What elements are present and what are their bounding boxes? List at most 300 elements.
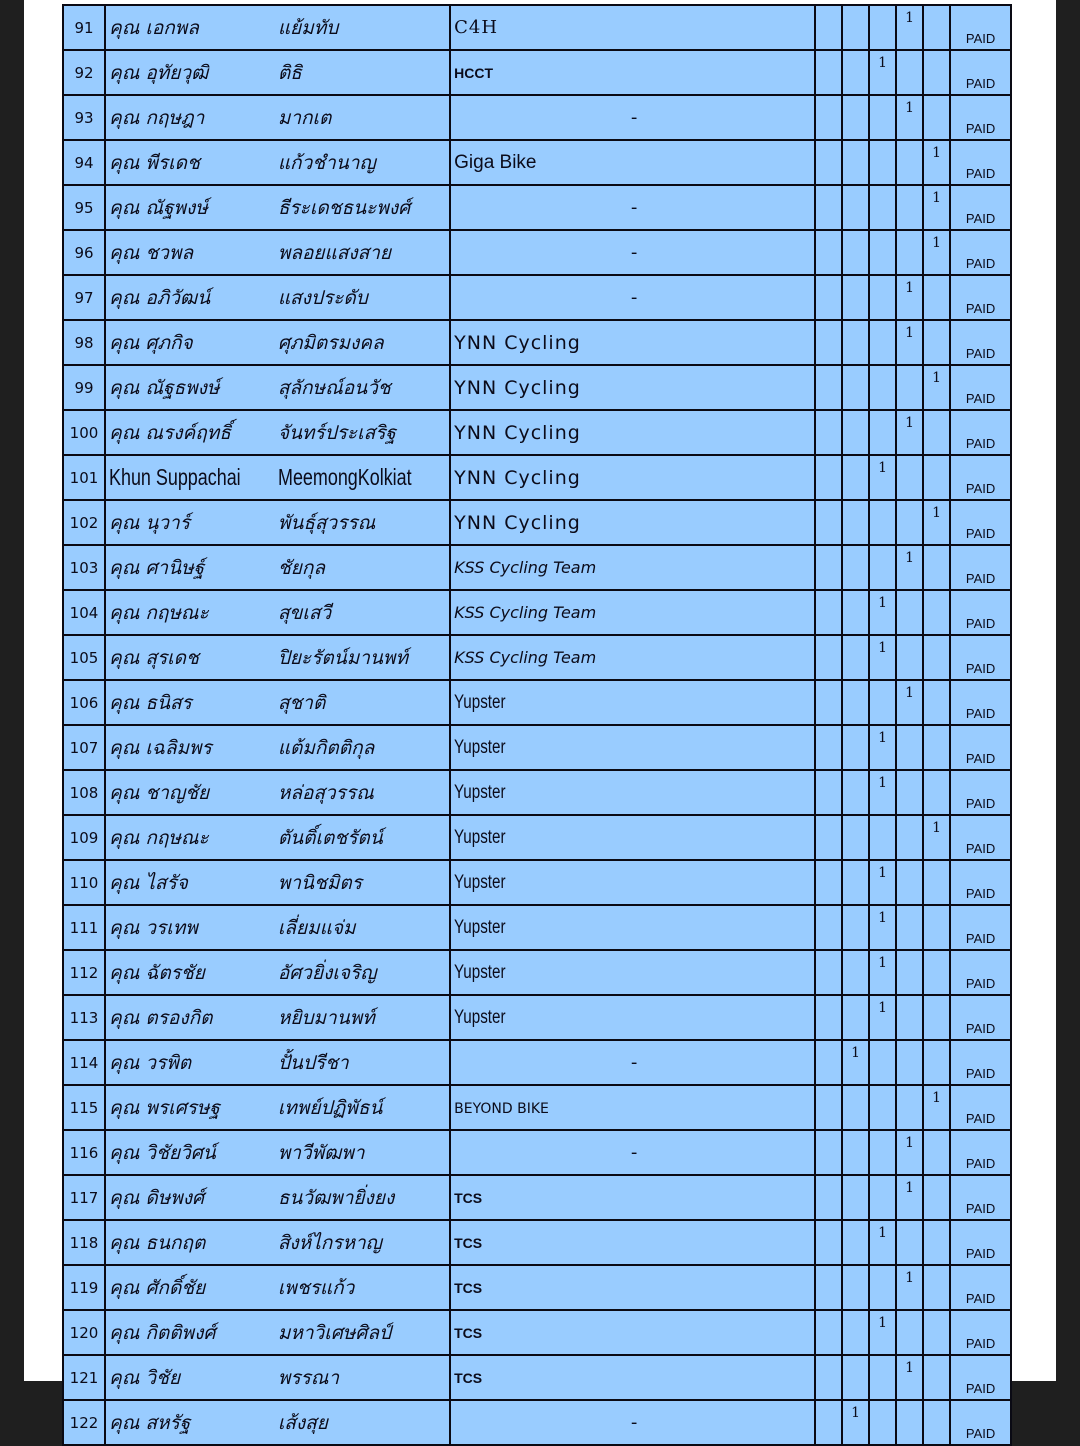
- category-count-1: [815, 905, 842, 950]
- first-name: คุณ ดิษพงศ์: [105, 1175, 278, 1220]
- category-count-2: [842, 725, 869, 770]
- row-number: 99: [63, 365, 105, 410]
- first-name: คุณ ฉัตรชัย: [105, 950, 278, 995]
- payment-status: PAID: [950, 635, 1011, 680]
- category-count-4: [896, 365, 923, 410]
- category-count-2: [842, 545, 869, 590]
- category-count-4: [896, 1220, 923, 1265]
- team-name: -: [630, 1142, 638, 1163]
- category-count-3: 1: [869, 1310, 896, 1355]
- team-cell: [450, 905, 815, 950]
- first-name: คุณ ชาญชัย: [105, 770, 278, 815]
- category-count-4: 1: [896, 5, 923, 50]
- category-count-1: [815, 1400, 842, 1445]
- category-count-1: [815, 410, 842, 455]
- table-row: [63, 1220, 1011, 1265]
- category-count-4: [896, 590, 923, 635]
- category-count-1: [815, 1355, 842, 1400]
- category-count-2: [842, 230, 869, 275]
- first-name: Khun Suppachai: [109, 464, 241, 490]
- category-count-2: [842, 1265, 869, 1310]
- payment-status: PAID: [950, 770, 1011, 815]
- last-name: เพชรแก้ว: [278, 1265, 450, 1310]
- category-count-2: [842, 770, 869, 815]
- category-count-5: [923, 590, 950, 635]
- category-count-1: [815, 635, 842, 680]
- payment-status: PAID: [950, 5, 1011, 50]
- category-count-2: [842, 50, 869, 95]
- category-count-3: [869, 320, 896, 365]
- category-count-5: [923, 50, 950, 95]
- last-name: แต้มกิตติกุล: [278, 725, 450, 770]
- table-row: [63, 1355, 1011, 1400]
- first-name: คุณ ศักดิ์ชัย: [105, 1265, 278, 1310]
- row-number: 122: [63, 1400, 105, 1445]
- first-name: คุณ พรเศรษฐ: [105, 1085, 278, 1130]
- category-count-2: [842, 635, 869, 680]
- category-count-2: [842, 590, 869, 635]
- category-count-2: [842, 320, 869, 365]
- row-number: 105: [63, 635, 105, 680]
- payment-status: PAID: [950, 140, 1011, 185]
- team-cell: [450, 365, 815, 410]
- team-cell: [450, 1175, 815, 1220]
- last-name: มากเต: [278, 95, 450, 140]
- category-count-1: [815, 770, 842, 815]
- team-cell: [450, 680, 815, 725]
- team-cell: [450, 500, 815, 545]
- last-name: ศุภมิตรมงคล: [278, 320, 450, 365]
- team-name: TCS: [454, 1280, 483, 1296]
- category-count-1: [815, 680, 842, 725]
- category-count-4: 1: [896, 1265, 923, 1310]
- last-name: สุลักษณ์อนวัช: [278, 365, 450, 410]
- table-row: [63, 815, 1011, 860]
- category-count-1: [815, 590, 842, 635]
- category-count-5: [923, 995, 950, 1040]
- team-name: -: [630, 242, 638, 263]
- table-row: [63, 680, 1011, 725]
- payment-status: PAID: [950, 1085, 1011, 1130]
- category-count-2: [842, 95, 869, 140]
- table-row: [63, 545, 1011, 590]
- table-row: [63, 635, 1011, 680]
- category-count-5: [923, 770, 950, 815]
- category-count-1: [815, 320, 842, 365]
- payment-status: PAID: [950, 1220, 1011, 1265]
- last-name: ธนวัฒพายิ่งยง: [278, 1175, 450, 1220]
- table-row: [63, 950, 1011, 995]
- category-count-1: [815, 275, 842, 320]
- category-count-5: [923, 1355, 950, 1400]
- category-count-3: [869, 1175, 896, 1220]
- category-count-5: 1: [923, 185, 950, 230]
- team-name: -: [630, 107, 638, 128]
- category-count-5: 1: [923, 230, 950, 275]
- category-count-2: [842, 5, 869, 50]
- category-count-3: [869, 365, 896, 410]
- team-cell: [450, 1310, 815, 1355]
- row-number: 109: [63, 815, 105, 860]
- category-count-3: 1: [869, 770, 896, 815]
- category-count-3: 1: [869, 860, 896, 905]
- team-cell: [450, 455, 815, 500]
- team-name: Yupster: [454, 826, 506, 848]
- category-count-2: 1: [842, 1400, 869, 1445]
- team-name: YNN Cycling: [454, 376, 581, 399]
- category-count-1: [815, 140, 842, 185]
- participant-table-body: [63, 5, 1011, 1445]
- team-cell: [450, 725, 815, 770]
- payment-status: PAID: [950, 230, 1011, 275]
- category-count-1: [815, 365, 842, 410]
- payment-status: PAID: [950, 860, 1011, 905]
- team-cell: [450, 950, 815, 995]
- category-count-4: 1: [896, 320, 923, 365]
- team-name: Yupster: [454, 781, 506, 803]
- first-name: คุณ วิชัย: [105, 1355, 278, 1400]
- row-number: 120: [63, 1310, 105, 1355]
- category-count-3: [869, 275, 896, 320]
- team-name: Yupster: [454, 871, 506, 893]
- category-count-4: [896, 1400, 923, 1445]
- payment-status: PAID: [950, 365, 1011, 410]
- category-count-1: [815, 185, 842, 230]
- first-name: คุณ สุรเดช: [105, 635, 278, 680]
- first-name: คุณ ตรองกิต: [105, 995, 278, 1040]
- table-row: [63, 905, 1011, 950]
- last-name: เทพย์ปฏิพัธน์: [278, 1085, 450, 1130]
- first-name: คุณ พีรเดช: [105, 140, 278, 185]
- team-name: HCCT: [454, 65, 494, 81]
- category-count-5: [923, 410, 950, 455]
- row-number: 92: [63, 50, 105, 95]
- category-count-4: [896, 1040, 923, 1085]
- payment-status: PAID: [950, 455, 1011, 500]
- team-name: YNN Cycling: [454, 466, 581, 489]
- category-count-3: [869, 1130, 896, 1175]
- team-cell: [450, 590, 815, 635]
- payment-status: PAID: [950, 275, 1011, 320]
- category-count-5: [923, 635, 950, 680]
- team-cell: [450, 1220, 815, 1265]
- team-name: -: [630, 287, 638, 308]
- payment-status: PAID: [950, 1175, 1011, 1220]
- last-name-cell: [278, 455, 450, 500]
- category-count-1: [815, 950, 842, 995]
- team-name: Yupster: [454, 1006, 506, 1028]
- category-count-4: [896, 995, 923, 1040]
- team-cell: [450, 50, 815, 95]
- category-count-1: [815, 1265, 842, 1310]
- first-name: คุณ กฤษฎา: [105, 95, 278, 140]
- category-count-2: [842, 1355, 869, 1400]
- category-count-1: [815, 230, 842, 275]
- first-name: คุณ กิตติพงศ์: [105, 1310, 278, 1355]
- category-count-5: [923, 1220, 950, 1265]
- team-cell: [450, 1265, 815, 1310]
- team-name: Yupster: [454, 961, 506, 983]
- payment-status: PAID: [950, 725, 1011, 770]
- category-count-3: 1: [869, 950, 896, 995]
- last-name: พาวีพัฒพา: [278, 1130, 450, 1175]
- category-count-4: [896, 1310, 923, 1355]
- category-count-5: [923, 860, 950, 905]
- category-count-2: [842, 275, 869, 320]
- table-row: [63, 275, 1011, 320]
- table-row: [63, 1040, 1011, 1085]
- table-row: [63, 770, 1011, 815]
- table-row: [63, 590, 1011, 635]
- category-count-5: [923, 95, 950, 140]
- table-row: [63, 1085, 1011, 1130]
- row-number: 93: [63, 95, 105, 140]
- category-count-5: [923, 1040, 950, 1085]
- payment-status: PAID: [950, 815, 1011, 860]
- team-cell: [450, 1040, 815, 1085]
- team-cell: [450, 545, 815, 590]
- row-number: 111: [63, 905, 105, 950]
- category-count-4: [896, 185, 923, 230]
- category-count-1: [815, 1220, 842, 1265]
- team-name: Yupster: [454, 736, 506, 758]
- category-count-2: [842, 1085, 869, 1130]
- table-row: [63, 320, 1011, 365]
- row-number: 115: [63, 1085, 105, 1130]
- category-count-2: [842, 140, 869, 185]
- category-count-5: 1: [923, 815, 950, 860]
- team-name: YNN Cycling: [454, 331, 581, 354]
- payment-status: PAID: [950, 1265, 1011, 1310]
- category-count-3: 1: [869, 725, 896, 770]
- last-name: หยิบมานพท์: [278, 995, 450, 1040]
- payment-status: PAID: [950, 680, 1011, 725]
- category-count-2: [842, 995, 869, 1040]
- table-row: [63, 5, 1011, 50]
- category-count-5: [923, 1265, 950, 1310]
- category-count-2: 1: [842, 1040, 869, 1085]
- team-cell: [450, 410, 815, 455]
- category-count-2: [842, 680, 869, 725]
- row-number: 96: [63, 230, 105, 275]
- category-count-4: [896, 455, 923, 500]
- category-count-3: [869, 500, 896, 545]
- payment-status: PAID: [950, 500, 1011, 545]
- last-name: หล่อสุวรรณ: [278, 770, 450, 815]
- category-count-4: [896, 725, 923, 770]
- row-number: 108: [63, 770, 105, 815]
- team-name: Yupster: [454, 691, 506, 713]
- payment-status: PAID: [950, 95, 1011, 140]
- team-cell: [450, 1085, 815, 1130]
- team-name: TCS: [454, 1190, 483, 1206]
- category-count-2: [842, 185, 869, 230]
- payment-status: PAID: [950, 1310, 1011, 1355]
- category-count-1: [815, 500, 842, 545]
- first-name: คุณ ไสรัจ: [105, 860, 278, 905]
- row-number: 114: [63, 1040, 105, 1085]
- table-row: [63, 185, 1011, 230]
- category-count-5: [923, 275, 950, 320]
- category-count-3: [869, 185, 896, 230]
- team-name: TCS: [454, 1235, 483, 1251]
- last-name: แก้วชำนาญ: [278, 140, 450, 185]
- row-number: 103: [63, 545, 105, 590]
- row-number: 102: [63, 500, 105, 545]
- category-count-5: [923, 320, 950, 365]
- team-cell: [450, 95, 815, 140]
- table-row: [63, 995, 1011, 1040]
- last-name: ติธิ: [278, 50, 450, 95]
- team-cell: [450, 995, 815, 1040]
- category-count-1: [815, 725, 842, 770]
- category-count-3: [869, 230, 896, 275]
- table-row: [63, 500, 1011, 545]
- team-name: TCS: [454, 1325, 483, 1341]
- table-row: [63, 1400, 1011, 1445]
- payment-status: PAID: [950, 1355, 1011, 1400]
- team-cell: [450, 1355, 815, 1400]
- last-name: สุขเสวี: [278, 590, 450, 635]
- payment-status: PAID: [950, 320, 1011, 365]
- first-name: คุณ เฉลิมพร: [105, 725, 278, 770]
- category-count-5: [923, 1130, 950, 1175]
- category-count-5: [923, 455, 950, 500]
- category-count-3: [869, 815, 896, 860]
- category-count-3: 1: [869, 995, 896, 1040]
- category-count-5: [923, 680, 950, 725]
- category-count-3: [869, 140, 896, 185]
- category-count-1: [815, 95, 842, 140]
- document-page: [24, 0, 1056, 1441]
- category-count-3: [869, 545, 896, 590]
- last-name: เส้งสุย: [278, 1400, 450, 1445]
- category-count-3: [869, 1085, 896, 1130]
- first-name: คุณ ณัฐพงษ์: [105, 185, 278, 230]
- category-count-4: [896, 50, 923, 95]
- last-name: MeemongKolkiat: [277, 464, 412, 490]
- category-count-5: [923, 950, 950, 995]
- table-row: [63, 140, 1011, 185]
- category-count-1: [815, 995, 842, 1040]
- team-cell: [450, 320, 815, 365]
- last-name: พันธุ์สุวรรณ: [278, 500, 450, 545]
- category-count-5: [923, 905, 950, 950]
- team-cell: [450, 1400, 815, 1445]
- category-count-3: 1: [869, 1220, 896, 1265]
- category-count-4: [896, 500, 923, 545]
- last-name: พานิชมิตร: [278, 860, 450, 905]
- table-row: [63, 1265, 1011, 1310]
- category-count-2: [842, 1220, 869, 1265]
- first-name: คุณ นุวาร์: [105, 500, 278, 545]
- table-row: [63, 860, 1011, 905]
- first-name: คุณ วรเทพ: [105, 905, 278, 950]
- payment-status: PAID: [950, 1130, 1011, 1175]
- category-count-1: [815, 5, 842, 50]
- row-number: 97: [63, 275, 105, 320]
- row-number: 94: [63, 140, 105, 185]
- first-name: คุณ กฤษณะ: [105, 590, 278, 635]
- category-count-5: [923, 1400, 950, 1445]
- category-count-5: [923, 545, 950, 590]
- payment-status: PAID: [950, 995, 1011, 1040]
- last-name: พลอยแสงสาย: [278, 230, 450, 275]
- team-name: YNN Cycling: [454, 511, 581, 534]
- last-name: สุชาติ: [278, 680, 450, 725]
- payment-status: PAID: [950, 410, 1011, 455]
- team-cell: [450, 860, 815, 905]
- first-name: คุณ ณรงค์ฤทธิ์: [105, 410, 278, 455]
- last-name: ตันติ์เตชรัตน์: [278, 815, 450, 860]
- row-number: 112: [63, 950, 105, 995]
- row-number: 117: [63, 1175, 105, 1220]
- category-count-3: [869, 5, 896, 50]
- category-count-4: 1: [896, 1355, 923, 1400]
- team-name: KSS Cycling Team: [454, 603, 597, 622]
- table-row: [63, 95, 1011, 140]
- category-count-3: [869, 1040, 896, 1085]
- category-count-2: [842, 815, 869, 860]
- category-count-3: [869, 1400, 896, 1445]
- team-cell: [450, 635, 815, 680]
- category-count-4: [896, 140, 923, 185]
- first-name: คุณ วิชัยวิศน์: [105, 1130, 278, 1175]
- first-name-cell: [105, 455, 278, 500]
- category-count-5: 1: [923, 365, 950, 410]
- payment-status: PAID: [950, 950, 1011, 995]
- category-count-4: 1: [896, 95, 923, 140]
- team-name: -: [630, 1412, 638, 1433]
- category-count-4: [896, 635, 923, 680]
- category-count-4: [896, 950, 923, 995]
- payment-status: PAID: [950, 590, 1011, 635]
- payment-status: PAID: [950, 1400, 1011, 1445]
- payment-status: PAID: [950, 185, 1011, 230]
- last-name: สิงห์ไกรหาญ: [278, 1220, 450, 1265]
- category-count-4: [896, 230, 923, 275]
- payment-status: PAID: [950, 545, 1011, 590]
- team-name: -: [630, 1052, 638, 1073]
- category-count-2: [842, 1310, 869, 1355]
- category-count-1: [815, 1085, 842, 1130]
- category-count-2: [842, 500, 869, 545]
- first-name: คุณ ศุภกิจ: [105, 320, 278, 365]
- category-count-1: [815, 1175, 842, 1220]
- team-name: -: [630, 197, 638, 218]
- table-row: [63, 725, 1011, 770]
- row-number: 110: [63, 860, 105, 905]
- category-count-4: 1: [896, 410, 923, 455]
- first-name: คุณ ศานิษฐ์: [105, 545, 278, 590]
- last-name: อัศวยิ่งเจริญ: [278, 950, 450, 995]
- category-count-2: [842, 455, 869, 500]
- table-row: [63, 230, 1011, 275]
- first-name: คุณ เอกพล: [105, 5, 278, 50]
- category-count-2: [842, 905, 869, 950]
- category-count-5: 1: [923, 140, 950, 185]
- category-count-5: 1: [923, 1085, 950, 1130]
- category-count-3: 1: [869, 590, 896, 635]
- first-name: คุณ ธนิสร: [105, 680, 278, 725]
- participant-table: [62, 4, 1012, 1446]
- first-name: คุณ กฤษณะ: [105, 815, 278, 860]
- category-count-5: [923, 1310, 950, 1355]
- team-name: C4H: [454, 17, 499, 38]
- category-count-5: [923, 725, 950, 770]
- row-number: 106: [63, 680, 105, 725]
- row-number: 113: [63, 995, 105, 1040]
